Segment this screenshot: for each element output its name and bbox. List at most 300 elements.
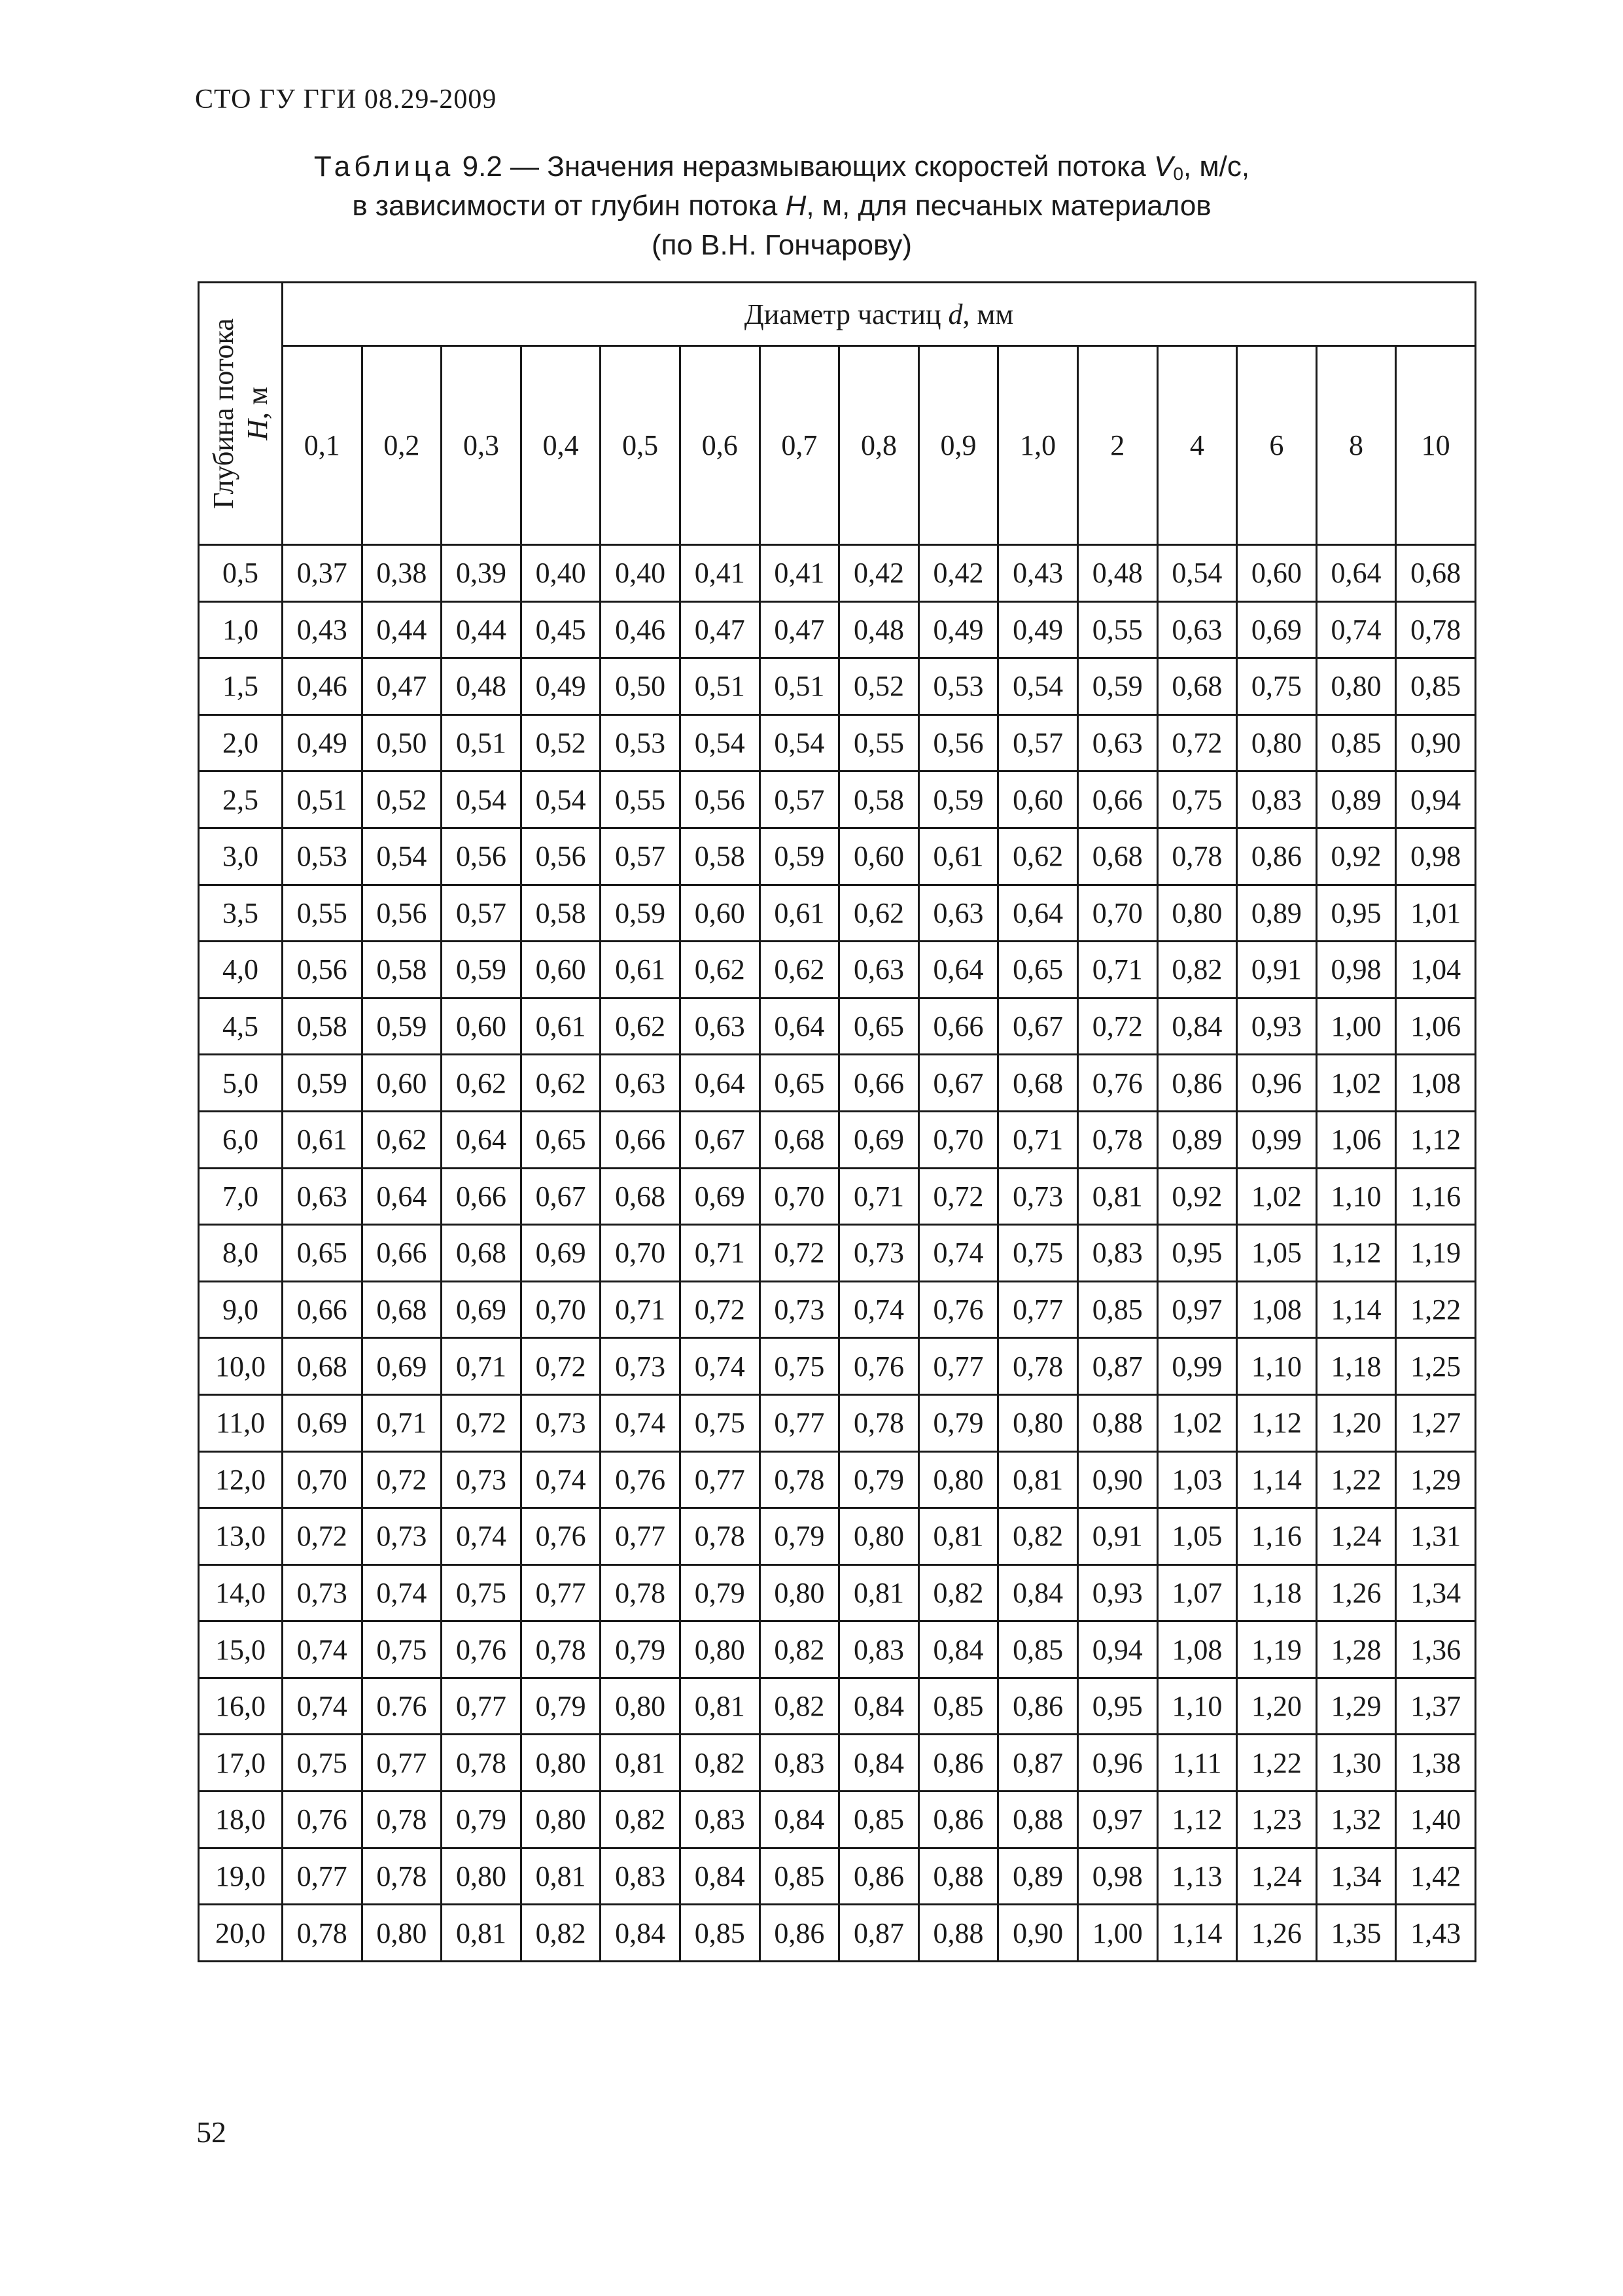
velocity-cell: 0,72 [362,1451,442,1508]
velocity-cell: 0,70 [1077,885,1157,942]
velocity-cell: 0,74 [839,1281,919,1338]
velocity-cell: 0,57 [442,885,521,942]
velocity-cell: 0,49 [998,601,1078,658]
velocity-cell: 0,53 [918,658,998,715]
velocity-cell: 1,14 [1316,1281,1396,1338]
velocity-cell: 1,22 [1237,1735,1317,1792]
velocity-cell: 0,95 [1077,1678,1157,1735]
velocity-cell: 0,82 [1157,942,1237,998]
velocity-cell: 0,80 [362,1905,442,1962]
velocity-cell: 0,77 [362,1735,442,1792]
velocity-cell: 0,86 [918,1735,998,1792]
caption-title-part: — Значения неразмывающих скоростей потока [510,150,1146,183]
velocity-cell: 0,76 [601,1451,680,1508]
row-header-depth [199,283,283,545]
velocity-cell: 1,10 [1316,1168,1396,1225]
velocity-cell: 0,83 [839,1621,919,1678]
velocity-cell: 0,78 [1157,828,1237,885]
velocity-cell: 0,43 [283,601,362,658]
velocity-cell: 0,80 [759,1564,839,1621]
velocity-cell: 1,00 [1077,1905,1157,1962]
velocity-cell: 0,69 [283,1394,362,1451]
column-header: 0,6 [680,346,759,545]
velocity-cell: 0,91 [1077,1508,1157,1565]
velocity-cell: 0,80 [1157,885,1237,942]
velocity-cell: 0,87 [1077,1338,1157,1395]
velocity-cell: 0,53 [601,715,680,771]
column-header: 0,8 [839,346,919,545]
velocity-cell: 0,77 [680,1451,759,1508]
velocity-cell: 0,71 [998,1111,1078,1168]
velocity-cell: 0,63 [918,885,998,942]
velocity-cell: 0,71 [680,1225,759,1282]
velocity-cell: 0,76 [1077,1055,1157,1112]
velocity-cell: 0,85 [680,1905,759,1962]
velocity-cell: 0,93 [1077,1564,1157,1621]
velocity-cell: 0,47 [362,658,442,715]
velocity-cell: 0,60 [680,885,759,942]
caption-velocity-subscript: 0 [1173,164,1183,184]
velocity-cell: 0,68 [759,1111,839,1168]
depth-cell: 3,0 [199,828,283,885]
velocity-cell: 1,12 [1157,1792,1237,1848]
velocity-cell: 0,76 [283,1792,362,1848]
velocity-cell: 0,73 [601,1338,680,1395]
velocity-cell: 0,78 [759,1451,839,1508]
caption-line2-pre: в зависимости от глубин потока [352,190,778,222]
velocity-cell: 0,73 [998,1168,1078,1225]
velocity-cell: 0,78 [362,1792,442,1848]
velocity-cell: 0,81 [601,1735,680,1792]
depth-cell: 7,0 [199,1168,283,1225]
velocity-cell: 0,82 [759,1678,839,1735]
velocity-cell: 0,52 [839,658,919,715]
velocity-cell: 0,65 [839,998,919,1055]
depth-cell: 4,5 [199,998,283,1055]
velocity-cell: 0,84 [1157,998,1237,1055]
velocity-cell: 1,19 [1237,1621,1317,1678]
velocity-cell: 0,70 [759,1168,839,1225]
velocity-cell: 0,69 [362,1338,442,1395]
caption-velocity-unit: , м/с, [1183,150,1250,183]
table-row [199,1338,1476,1395]
velocity-cell: 1,24 [1237,1848,1317,1905]
velocity-cell: 0,52 [521,715,601,771]
velocity-cell: 1,11 [1157,1735,1237,1792]
table-row [199,828,1476,885]
velocity-cell: 1,28 [1316,1621,1396,1678]
velocity-cell: 0.76 [362,1678,442,1735]
velocity-cell: 0,54 [521,771,601,828]
velocity-cell: 0,62 [521,1055,601,1112]
velocity-cell: 0,62 [680,942,759,998]
velocity-cell: 0,81 [1077,1168,1157,1225]
velocity-cell: 0,47 [680,601,759,658]
table-row [199,1168,1476,1225]
table-row [199,1281,1476,1338]
velocity-cell: 0,63 [680,998,759,1055]
table-header-row-group [199,283,1476,346]
velocity-cell: 0,73 [442,1451,521,1508]
depth-cell: 18,0 [199,1792,283,1848]
velocity-cell: 0,56 [362,885,442,942]
velocity-cell: 0,84 [839,1678,919,1735]
column-header: 0,1 [283,346,362,545]
velocity-cell: 0,41 [680,545,759,602]
velocity-cell: 1,35 [1316,1905,1396,1962]
velocity-cell: 0,68 [1077,828,1157,885]
velocity-cell: 0,44 [362,601,442,658]
velocity-cell: 0,68 [283,1338,362,1395]
column-header: 1,0 [998,346,1078,545]
velocity-cell: 0,69 [442,1281,521,1338]
velocity-cell: 0,55 [283,885,362,942]
velocity-cell: 0,89 [998,1848,1078,1905]
velocity-cell: 0,75 [759,1338,839,1395]
velocity-cell: 0,67 [680,1111,759,1168]
velocity-cell: 0,82 [998,1508,1078,1565]
velocity-cell: 0,59 [283,1055,362,1112]
velocity-cell: 0,65 [283,1225,362,1282]
velocity-cell: 0,60 [839,828,919,885]
table-row [199,1848,1476,1905]
velocity-cell: 0,59 [1077,658,1157,715]
velocity-cell: 0,40 [601,545,680,602]
depth-cell: 16,0 [199,1678,283,1735]
velocity-cell: 0,46 [283,658,362,715]
velocity-cell: 0,73 [839,1225,919,1282]
velocity-cell: 0,81 [998,1451,1078,1508]
velocity-cell: 0,58 [521,885,601,942]
velocity-cell: 0,80 [521,1735,601,1792]
table-row [199,1225,1476,1282]
velocity-cell: 0,66 [918,998,998,1055]
velocity-cell: 0,46 [601,601,680,658]
velocity-cell: 0,69 [680,1168,759,1225]
velocity-cell: 1,19 [1396,1225,1476,1282]
velocity-cell: 0,74 [283,1678,362,1735]
velocity-cell: 0,62 [998,828,1078,885]
velocity-cell: 1,16 [1237,1508,1317,1565]
table-row [199,658,1476,715]
velocity-cell: 1,02 [1157,1394,1237,1451]
velocity-cell: 1,26 [1316,1564,1396,1621]
velocity-cell: 0,64 [918,942,998,998]
velocity-cell: 0,67 [521,1168,601,1225]
velocity-cell: 0,44 [442,601,521,658]
velocity-cell: 1,20 [1316,1394,1396,1451]
velocity-cell: 0,57 [759,771,839,828]
velocity-cell: 1,08 [1396,1055,1476,1112]
velocity-cell: 0,93 [1237,998,1317,1055]
velocity-cell: 0,88 [918,1905,998,1962]
velocity-cell: 1,26 [1237,1905,1317,1962]
velocity-cell: 0,56 [442,828,521,885]
velocity-cell: 0,98 [1396,828,1476,885]
velocity-cell: 0,96 [1077,1735,1157,1792]
velocity-cell: 1,34 [1396,1564,1476,1621]
table-row [199,1678,1476,1735]
velocity-cell: 0,83 [680,1792,759,1848]
velocity-cell: 0,90 [998,1905,1078,1962]
velocity-cell: 0,82 [521,1905,601,1962]
table-row [199,885,1476,942]
page-number: 52 [196,2115,226,2149]
velocity-cell: 1,02 [1316,1055,1396,1112]
velocity-cell: 0,85 [918,1678,998,1735]
velocity-cell: 0,66 [283,1281,362,1338]
velocity-cell: 0,56 [283,942,362,998]
velocity-cell: 1,06 [1316,1111,1396,1168]
depth-cell: 17,0 [199,1735,283,1792]
velocity-cell: 0,77 [283,1848,362,1905]
velocity-cell: 0,53 [283,828,362,885]
velocity-cell: 1,25 [1396,1338,1476,1395]
velocity-cell: 0,62 [362,1111,442,1168]
velocity-cell: 1,12 [1237,1394,1317,1451]
column-header: 10 [1396,346,1476,545]
velocity-cell: 0,74 [362,1564,442,1621]
velocity-cell: 0,81 [918,1508,998,1565]
velocity-cell: 0,77 [759,1394,839,1451]
velocity-cell: 0,62 [601,998,680,1055]
caption-velocity-symbol: V [1154,150,1174,183]
velocity-cell: 0,73 [521,1394,601,1451]
velocity-cell: 0,72 [283,1508,362,1565]
velocity-cell: 0,67 [918,1055,998,1112]
velocity-cell: 0,99 [1237,1111,1317,1168]
column-group-unit: , мм [962,298,1014,330]
velocity-cell: 1,04 [1396,942,1476,998]
velocity-cell: 0,86 [918,1792,998,1848]
velocity-cell: 0,54 [442,771,521,828]
velocity-cell: 0,77 [601,1508,680,1565]
velocity-cell: 1,14 [1237,1451,1317,1508]
velocity-cell: 0,72 [759,1225,839,1282]
velocity-cell: 0,58 [839,771,919,828]
table-row [199,998,1476,1055]
velocity-cell: 0,51 [680,658,759,715]
velocity-cell: 0,72 [1077,998,1157,1055]
velocity-cell: 0,45 [521,601,601,658]
velocity-cell: 0,80 [680,1621,759,1678]
velocity-cell: 0,78 [283,1905,362,1962]
velocity-cell: 0,88 [918,1848,998,1905]
velocity-cell: 0,74 [283,1621,362,1678]
velocity-cell: 1,10 [1157,1678,1237,1735]
velocity-cell: 0,73 [362,1508,442,1565]
table-row [199,942,1476,998]
velocity-cell: 0,48 [442,658,521,715]
velocity-cell: 0,98 [1077,1848,1157,1905]
velocity-cell: 0,92 [1316,828,1396,885]
caption-line2-post: , м, для песчаных материалов [806,190,1212,222]
velocity-cell: 0,66 [1077,771,1157,828]
table-body [199,545,1476,1962]
velocity-cell: 0,61 [918,828,998,885]
velocity-cell: 0,86 [1157,1055,1237,1112]
column-header: 0,3 [442,346,521,545]
table-row [199,1621,1476,1678]
caption-line-2 [196,186,1367,226]
velocity-cell: 0,85 [1396,658,1476,715]
velocity-cell: 1,16 [1396,1168,1476,1225]
column-header: 0,4 [521,346,601,545]
velocity-cell: 0,71 [362,1394,442,1451]
velocity-cell: 1,24 [1316,1508,1396,1565]
caption-line-1 [196,147,1367,186]
velocity-cell: 0,74 [601,1394,680,1451]
velocity-cell: 0,95 [1316,885,1396,942]
velocity-cell: 0,50 [601,658,680,715]
velocity-cell: 1,43 [1396,1905,1476,1962]
velocity-cell: 0,59 [442,942,521,998]
velocity-cell: 0,85 [839,1792,919,1848]
velocity-cell: 0,83 [1077,1225,1157,1282]
depth-cell: 5,0 [199,1055,283,1112]
row-header-unit: , м [241,387,273,420]
velocity-cell: 0,56 [521,828,601,885]
velocity-cell: 0,58 [680,828,759,885]
table-row [199,1735,1476,1792]
velocity-cell: 0,74 [442,1508,521,1565]
velocity-cell: 0,63 [601,1055,680,1112]
velocity-cell: 0,49 [521,658,601,715]
velocity-cell: 0,66 [601,1111,680,1168]
velocity-cell: 0,60 [1237,545,1317,602]
velocity-cell: 0,55 [1077,601,1157,658]
velocity-cell: 0,72 [918,1168,998,1225]
velocity-cell: 1,13 [1157,1848,1237,1905]
velocity-cell: 0,67 [998,998,1078,1055]
velocity-cell: 0,97 [1077,1792,1157,1848]
velocity-cell: 0,70 [601,1225,680,1282]
velocity-cell: 0,64 [759,998,839,1055]
velocity-cell: 0,84 [998,1564,1078,1621]
velocity-cell: 0,84 [839,1735,919,1792]
velocity-cell: 1,36 [1396,1621,1476,1678]
velocity-cell: 1,34 [1316,1848,1396,1905]
velocity-cell: 0,83 [1237,771,1317,828]
depth-cell: 8,0 [199,1225,283,1282]
velocity-cell: 0,77 [918,1338,998,1395]
table-row [199,1111,1476,1168]
velocity-cell: 0,40 [521,545,601,602]
velocity-cell: 1,00 [1316,998,1396,1055]
velocity-cell: 0,79 [442,1792,521,1848]
velocity-cell: 0,70 [918,1111,998,1168]
caption-label: Таблица [313,150,455,183]
velocity-cell: 0,43 [998,545,1078,602]
velocity-cell: 1,12 [1316,1225,1396,1282]
velocity-cell: 0,60 [521,942,601,998]
velocity-cell: 1,42 [1396,1848,1476,1905]
velocity-cell: 0,65 [521,1111,601,1168]
velocity-cell: 0,55 [601,771,680,828]
velocity-cell: 0,60 [362,1055,442,1112]
velocity-cell: 0,68 [442,1225,521,1282]
velocity-cell: 0,59 [601,885,680,942]
velocity-cell: 0,79 [918,1394,998,1451]
velocity-cell: 0,80 [1237,715,1317,771]
velocity-cell: 0,70 [283,1451,362,1508]
velocity-cell: 0,87 [998,1735,1078,1792]
velocity-cell: 1,29 [1316,1678,1396,1735]
velocity-cell: 0,80 [918,1451,998,1508]
velocity-cell: 0,63 [1077,715,1157,771]
depth-cell: 3,5 [199,885,283,942]
velocity-cell: 0,97 [1157,1281,1237,1338]
velocity-cell: 1,37 [1396,1678,1476,1735]
velocity-cell: 0,81 [839,1564,919,1621]
velocity-cell: 0,78 [1396,601,1476,658]
velocity-cell: 0,88 [998,1792,1078,1848]
velocity-cell: 0,49 [918,601,998,658]
velocity-cell: 0,79 [601,1621,680,1678]
velocity-cell: 0,72 [1157,715,1237,771]
velocity-cell: 0,59 [918,771,998,828]
velocity-cell: 1,30 [1316,1735,1396,1792]
velocity-cell: 0,75 [680,1394,759,1451]
document-header-code: СТО ГУ ГГИ 08.29-2009 [195,84,497,115]
caption-depth-symbol: H [785,190,807,222]
velocity-cell: 1,18 [1237,1564,1317,1621]
velocity-cell: 0,81 [442,1905,521,1962]
velocity-cell: 0,79 [521,1678,601,1735]
velocity-cell: 0,82 [759,1621,839,1678]
velocity-table [198,281,1476,1962]
depth-cell: 20,0 [199,1905,283,1962]
velocity-cell: 1,10 [1237,1338,1317,1395]
velocity-cell: 0,71 [1077,942,1157,998]
velocity-cell: 0,47 [759,601,839,658]
velocity-cell: 0,80 [839,1508,919,1565]
depth-cell: 2,5 [199,771,283,828]
velocity-cell: 1,07 [1157,1564,1237,1621]
velocity-cell: 1,38 [1396,1735,1476,1792]
column-group-symbol: d [948,298,963,330]
velocity-cell: 0,59 [759,828,839,885]
column-header-row [199,346,1476,545]
velocity-cell: 0,78 [1077,1111,1157,1168]
velocity-cell: 0,71 [839,1168,919,1225]
velocity-cell: 0,71 [601,1281,680,1338]
velocity-cell: 0,76 [442,1621,521,1678]
velocity-cell: 0,58 [362,942,442,998]
velocity-cell: 0,89 [1157,1111,1237,1168]
velocity-cell: 0,74 [680,1338,759,1395]
velocity-cell: 0,91 [1237,942,1317,998]
velocity-cell: 0,66 [362,1225,442,1282]
column-header: 6 [1237,346,1317,545]
caption-line-3: (по В.Н. Гончарову) [651,229,913,261]
velocity-cell: 0,86 [759,1905,839,1962]
velocity-cell: 0,92 [1157,1168,1237,1225]
velocity-cell: 0,78 [362,1848,442,1905]
velocity-cell: 0,81 [521,1848,601,1905]
velocity-cell: 0,68 [601,1168,680,1225]
velocity-cell: 0,96 [1237,1055,1317,1112]
row-header-label: Глубина потока [207,318,239,509]
velocity-cell: 0,68 [1396,545,1476,602]
velocity-cell: 0,84 [601,1905,680,1962]
velocity-cell: 1,27 [1396,1394,1476,1451]
velocity-cell: 0,58 [283,998,362,1055]
velocity-cell: 0,63 [1157,601,1237,658]
depth-cell: 19,0 [199,1848,283,1905]
velocity-cell: 0,56 [680,771,759,828]
depth-cell: 2,0 [199,715,283,771]
